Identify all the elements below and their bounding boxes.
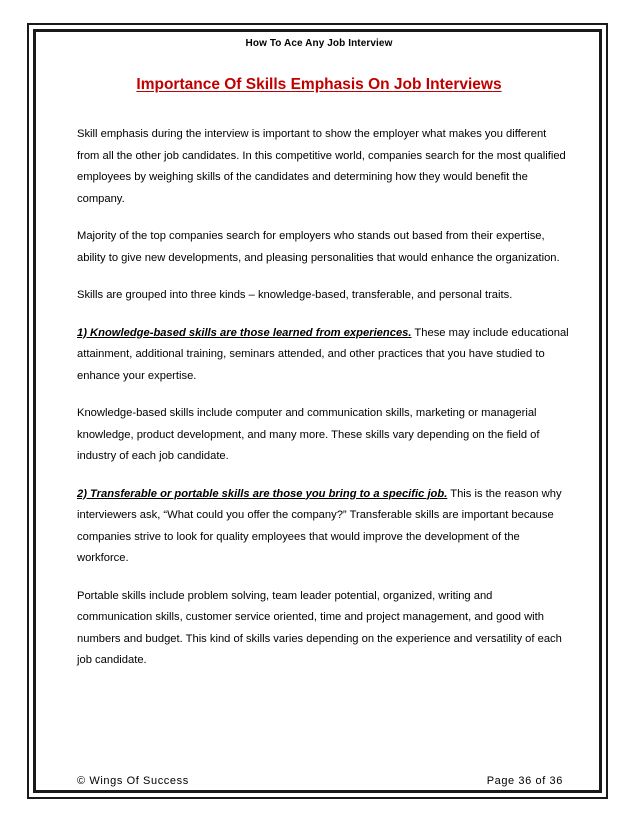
paragraph xyxy=(77,586,569,672)
paragraph-text: Majority of the top companies search for employers who stands out based from their expertise, ability to give new developments, and pleasing personalities that would enhance the organization. xyxy=(77,230,560,264)
running-header: How To Ace Any Job Interview xyxy=(245,38,393,49)
paragraph-text: Knowledge-based skills include computer and communication skills, marketing or managerial knowledge, product development, and many more. These skills vary depending on the field of industry of each job candidate. xyxy=(77,407,540,462)
paragraph-text: Skill emphasis during the interview is important to show the employer what makes you different from all the other job candidates. In this competitive world, companies search for the most qualified employees by weighing skills of the candidates and determining how they would benefit the company. xyxy=(77,128,566,205)
paragraph xyxy=(77,226,569,269)
paragraph-lead-heading: 2) Transferable or portable skills are those you bring to a specific job. xyxy=(77,487,448,500)
paragraph-text: Portable skills include problem solving, team leader potential, organized, writing and communication skills, customer service oriented, time and project management, and good with numbers and budget. This kind of skills varies depending on the experience and versatility of each job candidate. xyxy=(77,589,562,666)
body-text xyxy=(77,124,569,688)
footer-copyright: © Wings Of Success xyxy=(77,775,189,787)
paragraph-text: These may include educational attainment, additional training, seminars attended, and other practices that you have studied to enhance your expertise. xyxy=(77,326,569,382)
paragraph xyxy=(77,484,569,570)
paragraph xyxy=(77,285,569,307)
paragraph xyxy=(77,124,569,210)
paragraph xyxy=(77,323,569,388)
paragraph-text: Skills are grouped into three kinds – knowledge-based, transferable, and personal traits. xyxy=(77,289,513,301)
paragraph xyxy=(77,403,569,468)
paragraph-text: This is the reason why interviewers ask, “What could you offer the company?” Transferable skills are important because companies strive to look for quality employees that would improve the development of the workforce. xyxy=(77,487,562,564)
paragraph-lead-heading: 1) Knowledge-based skills are those learned from experiences. xyxy=(77,326,412,339)
page-title: Importance Of Skills Emphasis On Job Interviews xyxy=(136,76,502,93)
footer-page-number: Page 36 of 36 xyxy=(486,775,563,787)
